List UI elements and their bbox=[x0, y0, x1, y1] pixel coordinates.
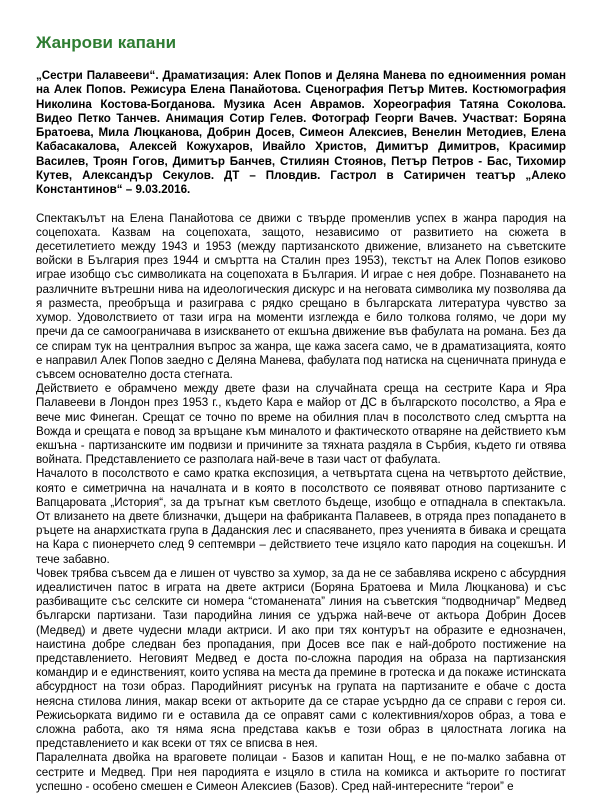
paragraph: Човек трябва съвсем да е лишен от чувство за хумор, за да не се забавлява искрено с абсурдния идеалистичен патос в играта на двете актриси (Боряна Братоева и Мила Люцканова) и със разбиващите със селските си номера “стоманената” линия на съветския “подводничар” Медвед български партизани. Тази пародийна линия се удържа най-вече от актьора Добрин Досев (Медвед) и двете чудесни млади актриси. И ако при тях контурът на образите е еднозначен, наистина добре следван без пропадания, при Досев все пак е най-доброто постижение на представлението. Неговият Медвед е доста по-сложна пародия на образа на партизанския командир и е единственият, които успява на места да премине в гротеска и да покаже истинската абсурдност на този образ. Пародийният рисунък на групата на партизаните е обаче с доста неясна стилова линия, макар всеки от актьорите да се старае усърдно да се справи с героя си. Режисьорката видимо ги е оставила да се оправят сами с колективния/хоров образ, а това е сложна работа, ако тя няма ясна представа какъв е този образ в цялостната логика на представлението и как всеки от тях се вписва в нея. bbox=[36, 566, 566, 751]
paragraph: Началото в посолството е само кратка експозиция, а четвъртата сцена на четвъртото действие, която е симетрична на началната и в която в посолството се появяват отново партизаните с Вапцаровата „История“, за да тръгнат към светлото бъдеще, изобщо е отпаднала в спектакъла. От влизането на двете близначки, дъщери на фабриканта Палавеев, в отряда през попадането в ръцете на анархистката група в Даданския лес и спасяването, през ученията в бивака и срещата на Кара с пионерчето след 9 септември – действието тече изцяло като пародия на соцекшън. И тече забавно. bbox=[36, 467, 566, 566]
paragraph: Действието е обрамчено между двете фази на случайната среща на сестрите Кара и Яра Палавееви в Лондон през 1953 г., където Кара е майор от ДС в българското посолство, а Яра е вече мис Финеган. Срещат се точно по време на обилния плач в посолството след смъртта на Вожда и срещата е повод за връщане към миналото и фактическото отваряне на действието към екшъна - партизанските им подвизи и причините за тяхната раздяла в Сърбия, където ги отвява войната. Представлението се разполага най-вече в тази част от фабулата. bbox=[36, 382, 566, 467]
production-credits: „Сестри Палавееви“. Драматизация: Алек Попов и Деляна Манева по едноименния роман на Алек Попов. Режисура Елена Панайотова. Сценография Петър Митев. Костюмография Николина Костова-Богданова. Музика Асен Аврамов. Хореография Татяна Соколова. Видео Петко Танчев. Анимация Сотир Гелев. Фотограф Георги Вачев. Участват: Боряна Братоева, Мила Люцканова, Добрин Досев, Симеон Алексиев, Венелин Методиев, Елена Кабасакалова, Алексей Кожухаров, Ивайло Христов, Димитър Димитров, Красимир Василев, Троян Гогов, Димитър Банчев, Стилиян Стоянов, Петър Петров - Бас, Тихомир Кутев, Александър Секулов. ДТ – Пловдив. Гастрол в Сатиричен театър „Алеко Константинов“ – 9.03.2016. bbox=[36, 69, 566, 197]
paragraph: Паралелната двойка на враговете полицаи - Базов и капитан Нощ, е не по-малко забавна от сестрите и Медвед. При нея пародията е изцяло в стила на комикса и актьорите го постигат успешно - особено смешен е Симеон Алексиев (Базов). Сред най-интересните “герои” е bbox=[36, 751, 566, 793]
paragraph: Спектакълът на Елена Панайотова се движи с твърде променлив успех в жанра пародия на соцепохата. Казвам на соцепохата, защото, независимо от развитието на сюжета в десетилетието между 1943 и 1953 (между партизанското движение, влизането на съветските войски в България през 1944 и смъртта на Сталин през 1953), текстът на Алек Попов езиково играе изобщо със символиката на соцепохата в България. И играе с нея добре. Познаването на различните вътрешни нива на идеологическия дискурс и на неговата символика му позволява да я разместа, преобръща и разиграва с рядко срещано в българската литература чувство за хумор. Удоволствието от тази игра на моменти изглежда е било толкова голямо, че дори му пречи да се самоограничава в изискването от екшъна движение във фабулата на романа. Без да се спирам тук на централния въпрос за жанра, ще кажа засега само, че в драматизацията, която е направил Алек Попов заедно с Деляна Манева, фабулата под натиска на сценичната принуда е съвсем основателно доста стегната. bbox=[36, 211, 566, 381]
article-body bbox=[36, 212, 566, 794]
article-title: Жанрови капани bbox=[36, 33, 177, 52]
article bbox=[36, 33, 566, 794]
